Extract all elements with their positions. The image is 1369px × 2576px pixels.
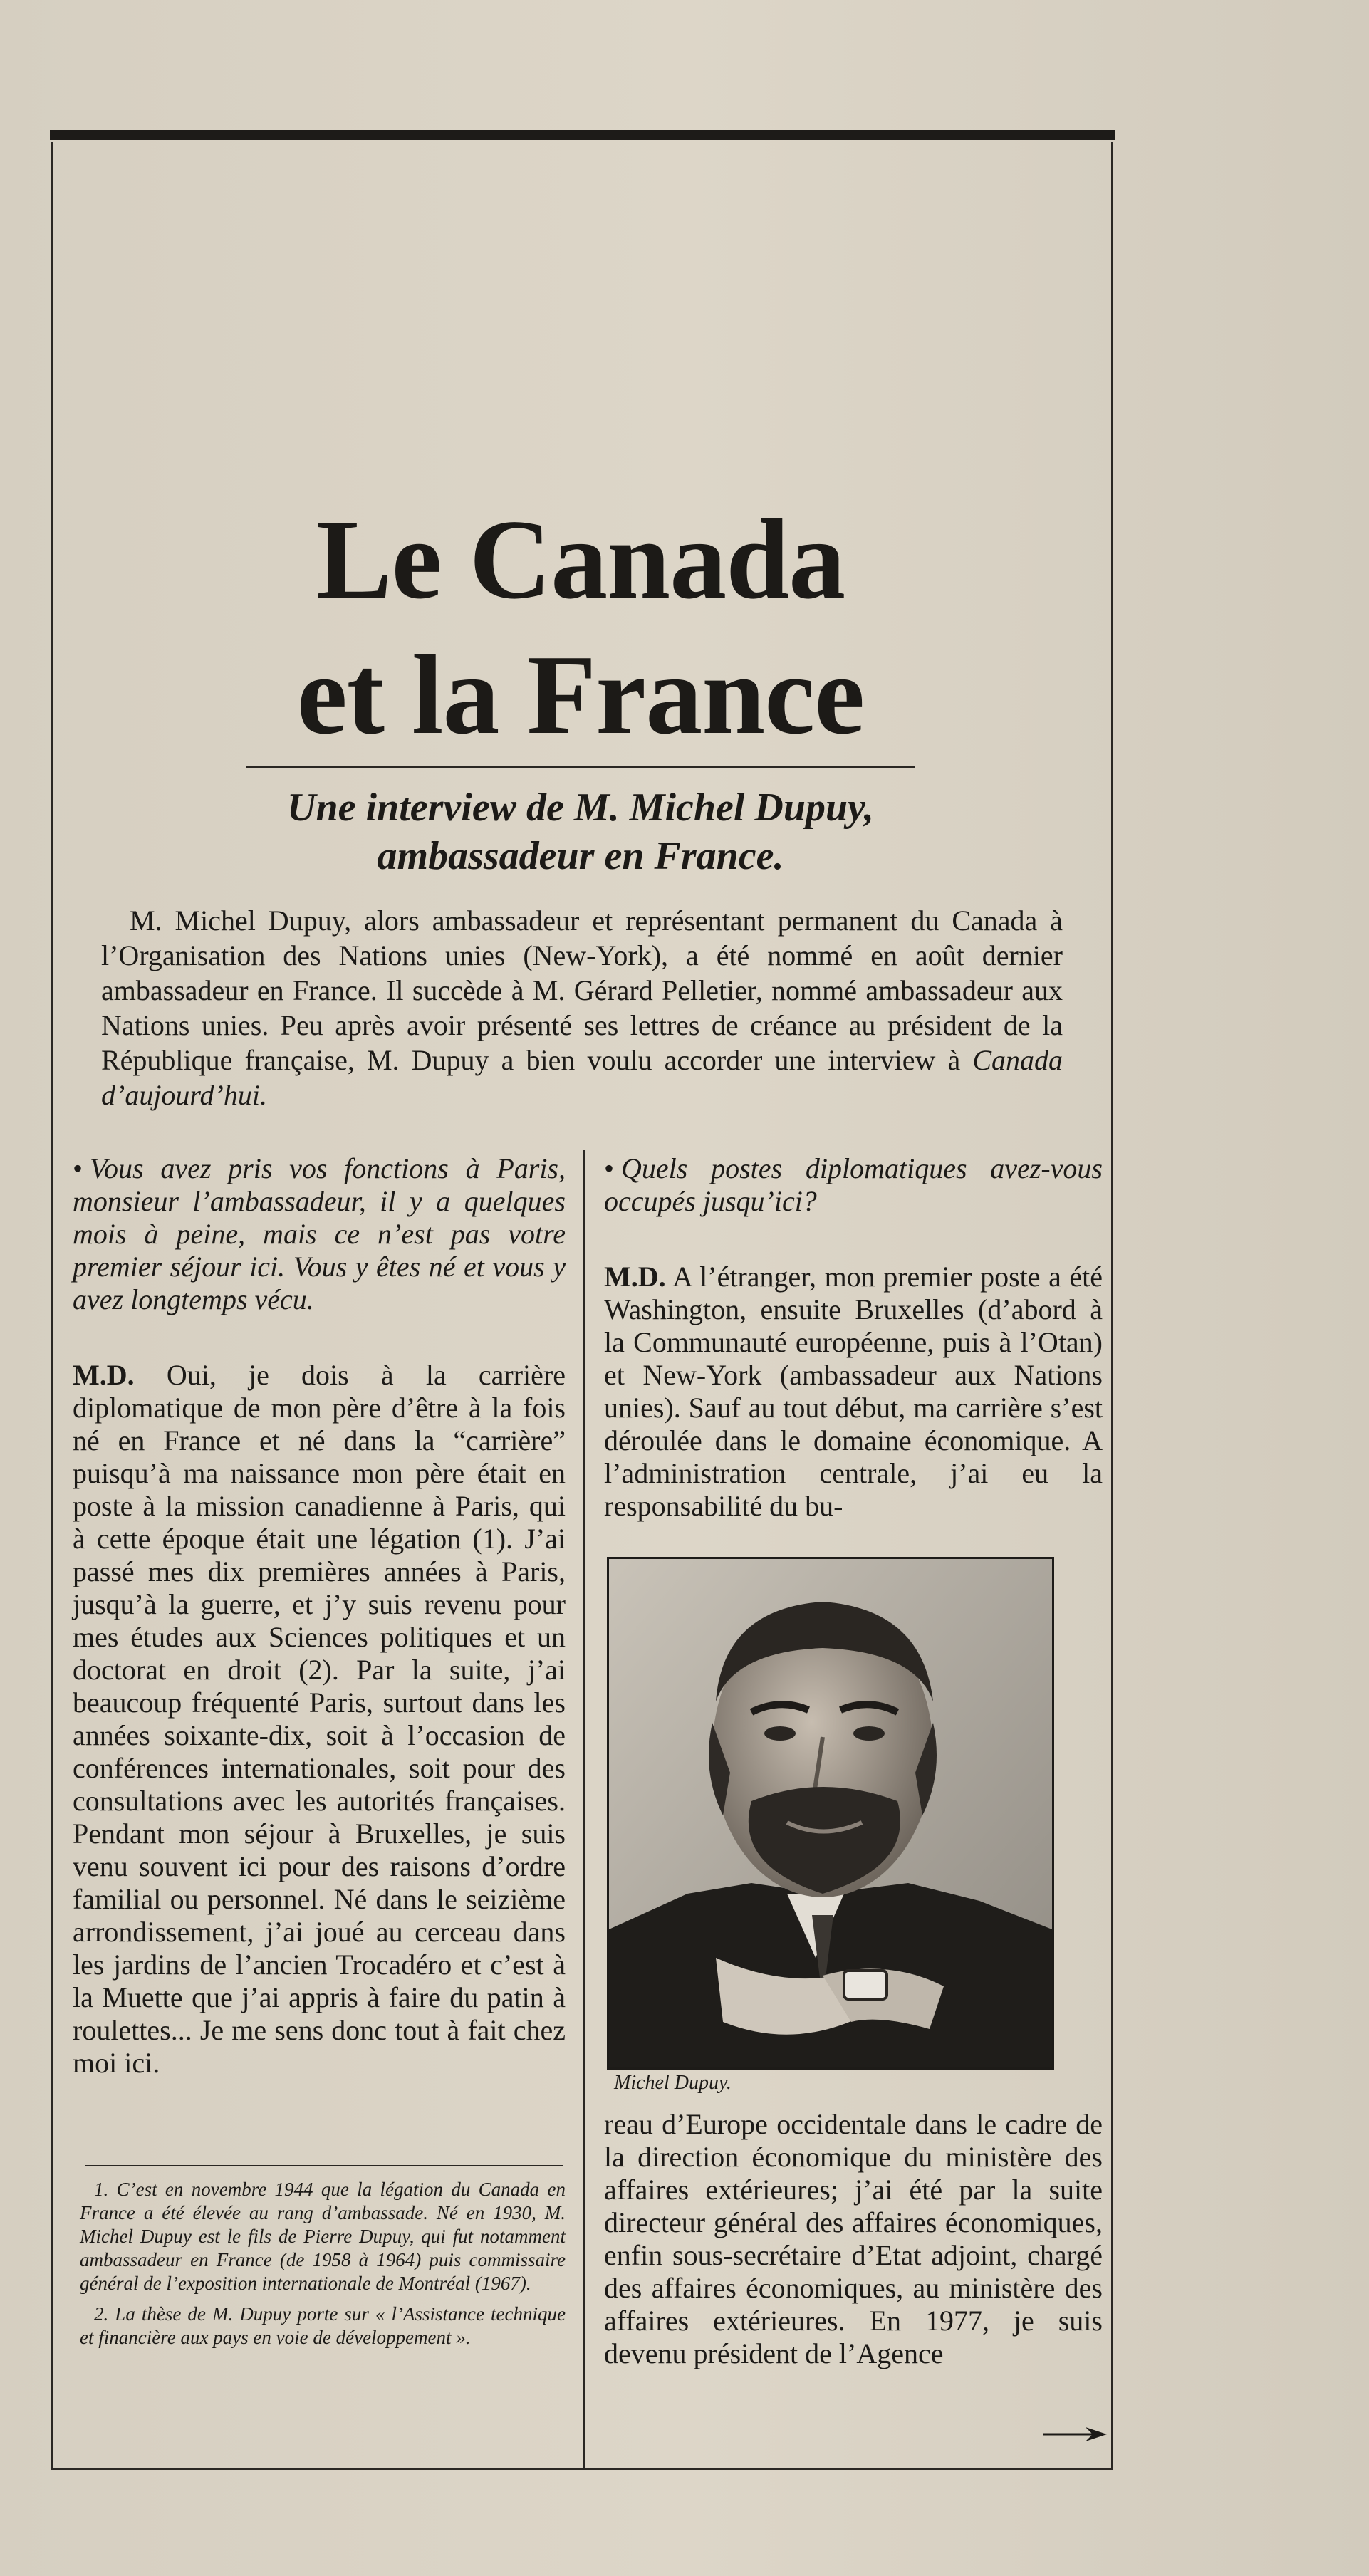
question-1: [73, 1152, 566, 1316]
footnotes: [80, 2178, 566, 2357]
question-2-text: Quels postes diplomatiques avez-vous occupés jusqu’ici?: [604, 1152, 1103, 1217]
left-column: [73, 1152, 566, 2080]
title-divider: [246, 766, 915, 768]
bullet-icon: •: [73, 1152, 83, 1184]
bullet-icon: •: [604, 1152, 615, 1184]
intro-paragraph: [101, 903, 1063, 1112]
footnote-2: 2. La thèse de M. Dupuy porte sur « l’Assistance technique et financière aux pays en voie de développement ».: [80, 2303, 566, 2348]
footnote-divider: [85, 2165, 563, 2166]
intro-text: M. Michel Dupuy, alors ambassadeur et représentant permanent du Canada à l’Organisation des Nations unies (New-York), a été nommé en août dernier ambassadeur en France. Il succède à M. Gérard Pelletier, nommé ambassadeur aux Nations unies. Peu après avoir présenté ses lettres de créance au président de la République française, M. Dupuy a bien voulu accorder une interview à: [101, 904, 1063, 1076]
answer-1: [73, 1359, 566, 2080]
article-title: [107, 491, 1054, 762]
answer-2-text: A l’étranger, mon premier poste a été Washington, ensuite Bruxelles (d’abord à la Communauté européenne, puis à l’Otan) et New-York (ambassadeur aux Nations unies). Sauf au tout début, ma carrière s’est déroulée dans le domaine économique. A l’administration centrale, j’ai eu la responsabilité du bu-: [604, 1261, 1103, 1522]
portrait-photo: [607, 1557, 1054, 2070]
photo-caption: Michel Dupuy.: [614, 2072, 732, 2094]
right-column: [604, 1152, 1103, 1523]
question-2: [604, 1152, 1103, 1218]
subtitle-line-2: ambassadeur en France.: [377, 834, 784, 878]
column-divider: [583, 1150, 585, 2468]
arrow-right-icon: [1041, 2420, 1113, 2449]
answer-2-continuation: reau d’Europe occidentale dans le cadre de la direction économique du ministère des affaires extérieures; j’ai été par la suite directeur général des affaires économiques, enfin sous-secrétaire d’Etat adjoint, chargé des affaires économiques, au ministère des affaires extérieures. En 1977, je suis devenu président de l’Agence: [604, 2108, 1103, 2369]
answer-2: [604, 1261, 1103, 1523]
answer-1-label: M.D.: [73, 1359, 135, 1391]
title-line-1: Le Canada: [316, 496, 845, 622]
top-rule: [50, 130, 1115, 140]
footnote-1: 1. C’est en novembre 1944 que la légation du Canada en France a été élevée au rang d’ambassade. Né en 1930, M. Michel Dupuy est le fils de Pierre Dupuy, qui fut notamment ambassadeur en France (de 1958 à 1964) puis commissaire général de l’exposition internationale de Montréal (1967).: [80, 2179, 566, 2294]
portrait-illustration: [609, 1559, 1052, 2067]
right-column-continuation: [604, 2108, 1103, 2370]
subtitle-line-1: Une interview de M. Michel Dupuy,: [287, 786, 874, 830]
answer-2-label: M.D.: [604, 1261, 666, 1293]
publication-name: Canada d’aujourd’hui.: [101, 1044, 1063, 1111]
article-subtitle: [107, 783, 1054, 880]
answer-1-text: Oui, je dois à la carrière diplomatique de mon père d’être à la fois né en France et né dans la “carrière” puisqu’à ma naissance mon père était en poste à la mission canadienne à Paris, qui à cette époque était une légation (1). J’ai passé mes dix premières années à Paris, jusqu’à la guerre, et j’y suis revenu pour mes études aux Sciences politiques et un doctorat en droit (2). Par la suite, j’ai beaucoup fréquenté Paris, surtout dans les années soixante-dix, soit à l’occasion de conférences internationales, soit pour des consultations avec les autorités françaises. Pendant mon séjour à Bruxelles, je suis venu souvent ici pour des raisons d’ordre familial ou personnel. Né dans le seizième arrondissement, j’ai joué au cerceau dans les jardins de l’ancien Trocadéro et c’est à la Muette que j’ai appris à faire du patin à roulettes... Je me sens donc tout à fait chez moi ici.: [73, 1359, 566, 2079]
title-line-2: et la France: [296, 631, 865, 758]
question-1-text: Vous avez pris vos fonctions à Paris, monsieur l’ambassadeur, il y a quelques mois à peine, mais ce n’est pas votre premier séjour ici. Vous y êtes né et vous y avez longtemps vécu.: [73, 1152, 566, 1315]
